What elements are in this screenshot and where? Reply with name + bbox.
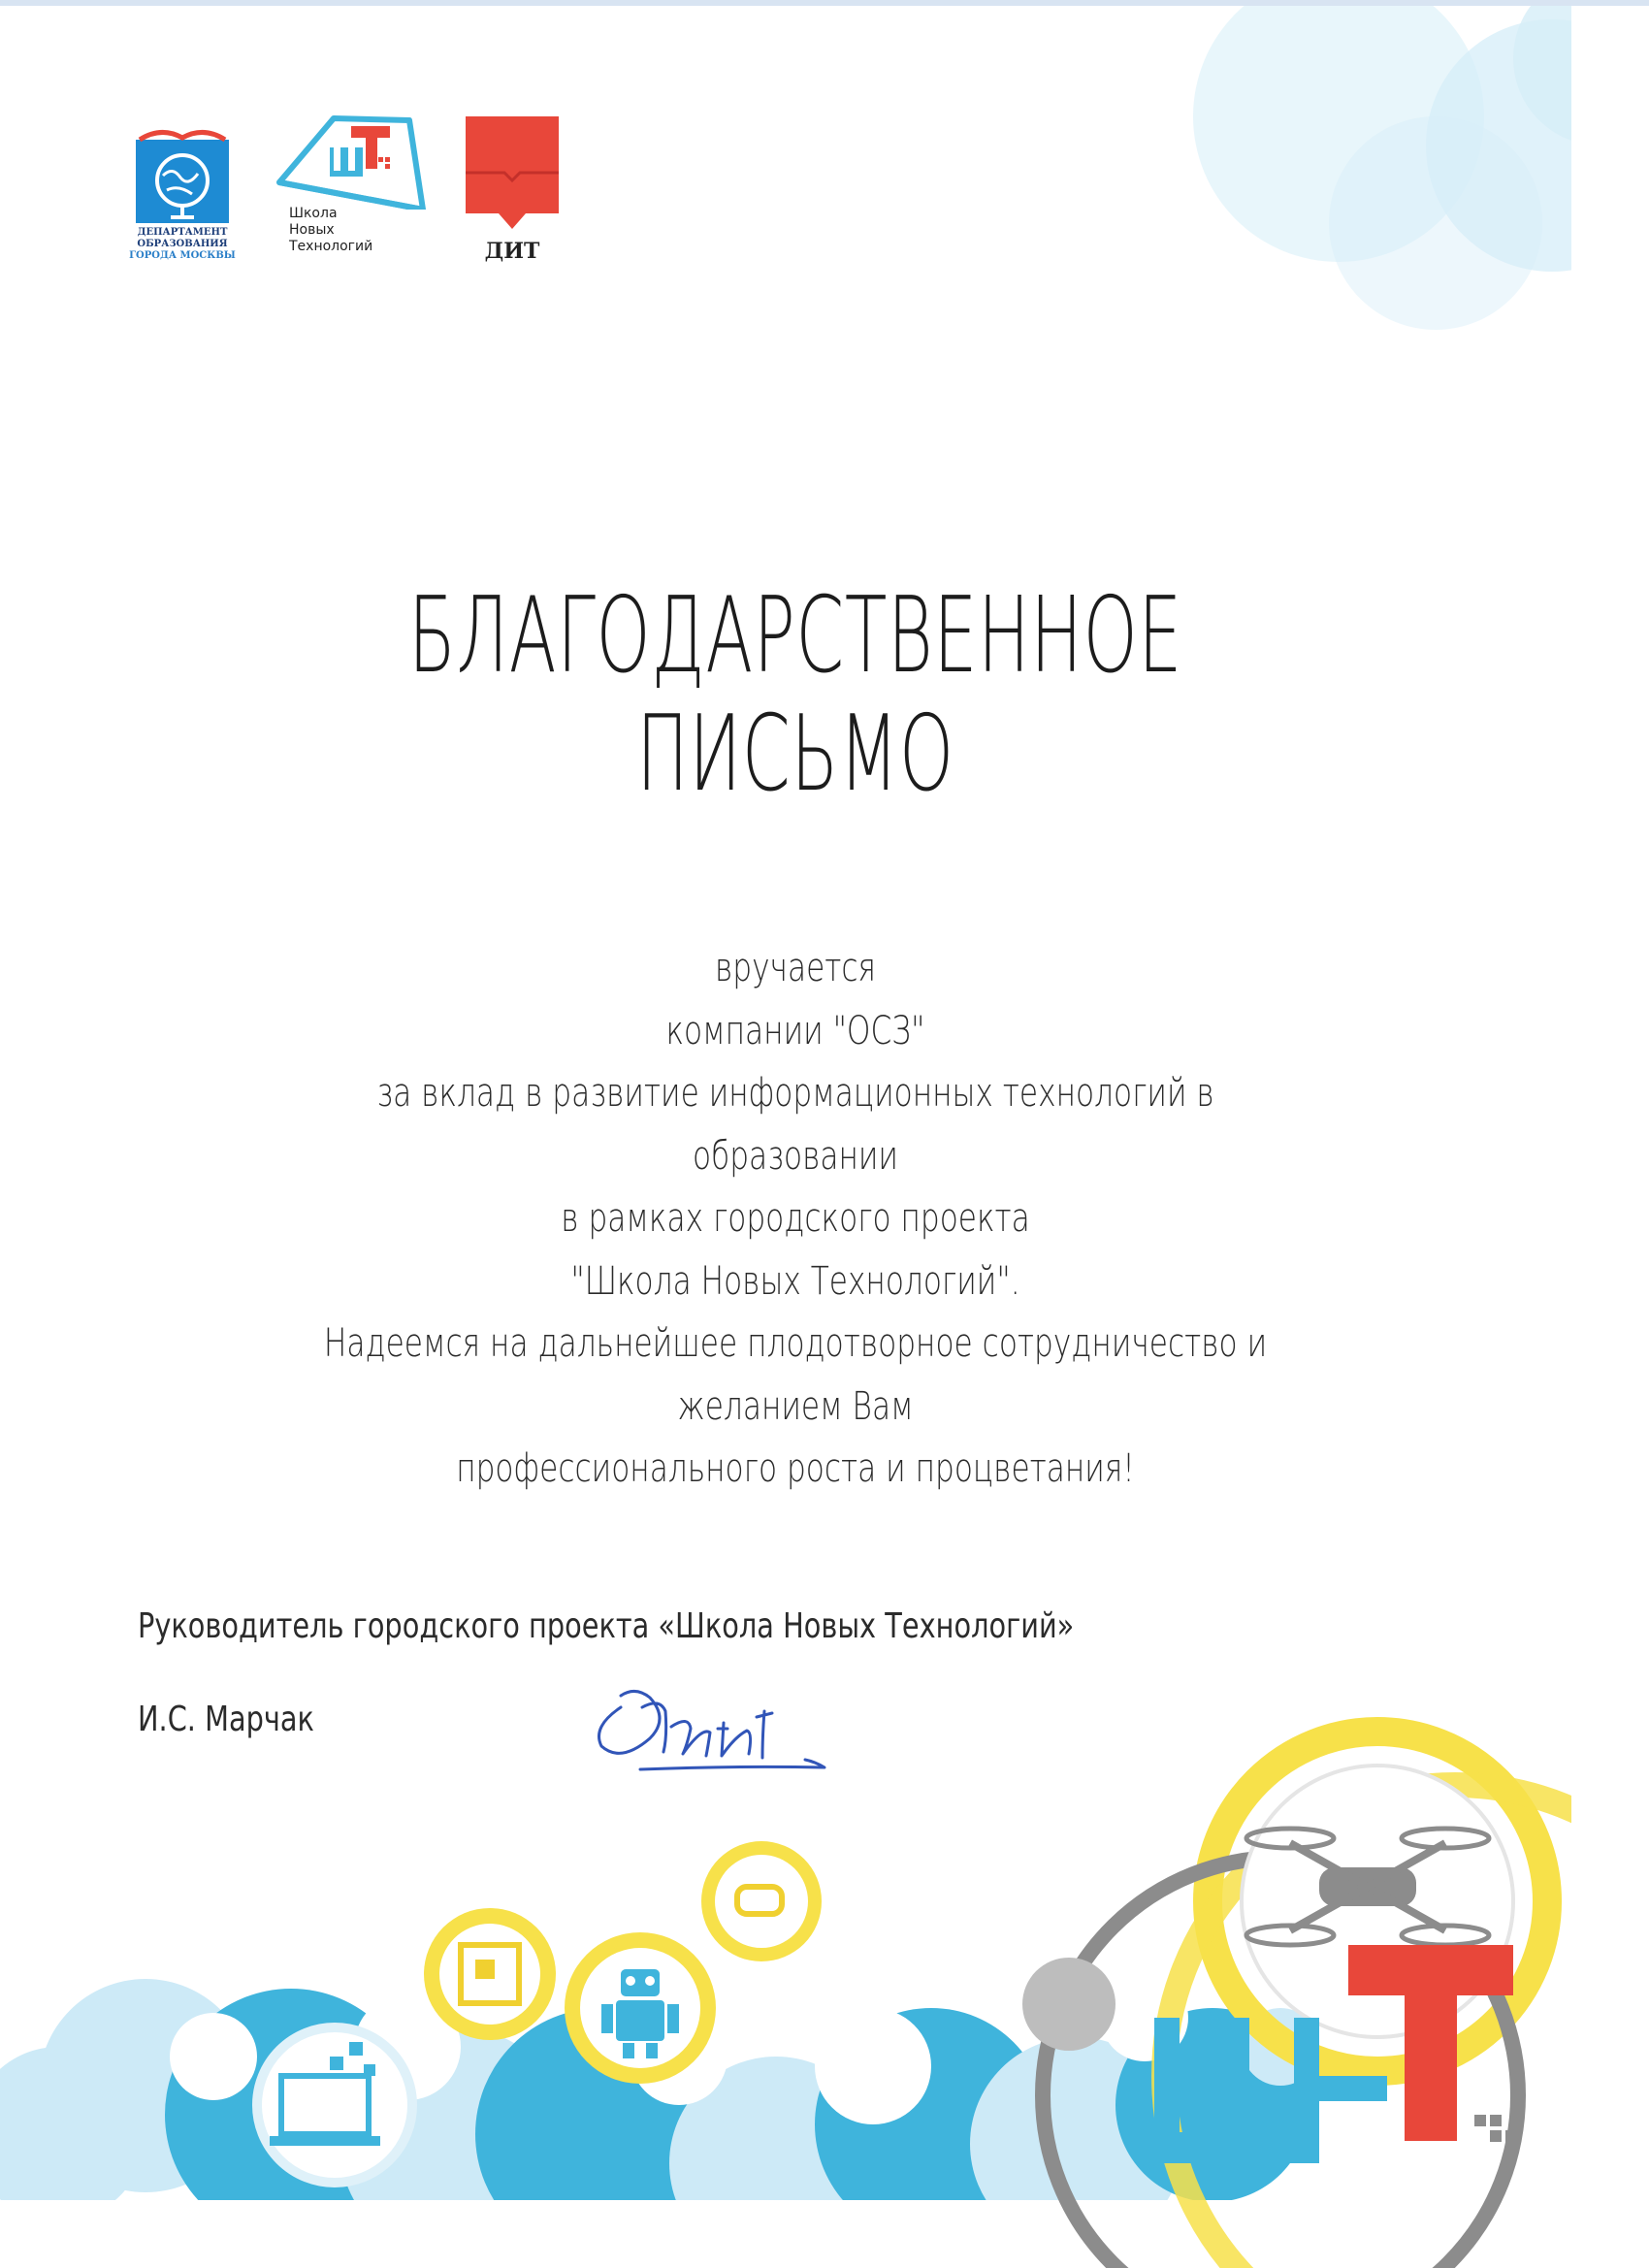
icon-bubble-3d-printer — [424, 1908, 556, 2040]
dept-caption-line1: ДЕПАРТАМЕНТ — [137, 227, 228, 238]
icon-bubble-vr-headset — [701, 1841, 822, 1961]
snt-small-icon — [272, 113, 427, 210]
dit-label: ДИТ — [484, 239, 540, 264]
body-line6: Надеемся на дальнейшее плодотворное сотрудничество и желанием Вам — [323, 1321, 1268, 1429]
title-line1: БЛАГОДАРСТВЕННОЕ — [407, 575, 1183, 697]
body-line3: за вклад в развитие информационных технологий в образовании — [376, 1071, 1214, 1179]
dit-logo — [464, 114, 561, 270]
snt-caption-line3: Технологий — [289, 239, 373, 254]
handwritten-signature — [582, 1669, 854, 1785]
body-line1: вручается — [714, 946, 877, 990]
book-globe-icon — [134, 122, 231, 224]
dit-pin-icon — [464, 114, 561, 233]
body-line5: "Школа Новых Технологий". — [570, 1258, 1020, 1304]
department-logo — [129, 122, 236, 273]
body-line4: в рамках городского проекта — [561, 1196, 1030, 1241]
body-line2: компании "ОСЗ" — [665, 1008, 925, 1053]
icon-bubble-laptop — [257, 2027, 412, 2183]
certificate-title — [399, 577, 1192, 814]
certificate-body — [311, 937, 1279, 1501]
dept-caption-line2: ОБРАЗОВАНИЯ — [137, 239, 228, 249]
dept-caption-line3: ГОРОДА МОСКВЫ — [129, 250, 236, 261]
body-line7: профессионального роста и процветания! — [456, 1446, 1135, 1491]
snt-caption-line2: Новых — [289, 222, 335, 238]
title-line2: ПИСЬМО — [636, 694, 954, 815]
school-new-technologies-logo — [272, 113, 427, 277]
snt-caption-line1: Школа — [289, 206, 338, 221]
signatory-name: И.С. Марчак — [138, 1700, 314, 1739]
signatory-role: Руководитель городского проекта «Школа Новых Технологий» — [138, 1606, 1075, 1646]
icon-bubble-robot — [565, 1932, 716, 2084]
